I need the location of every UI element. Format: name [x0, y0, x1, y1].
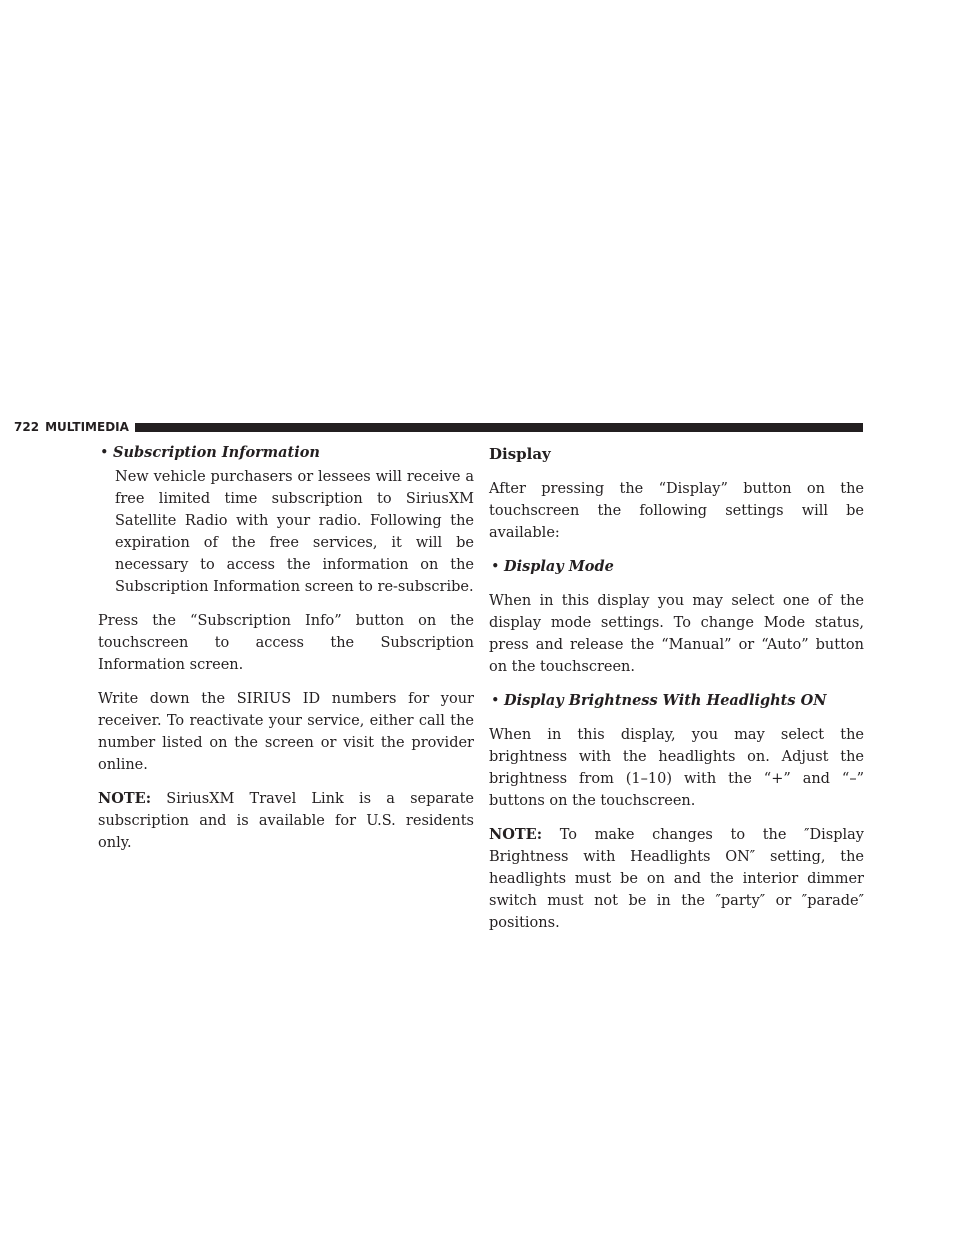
bullet-title: Subscription Information — [113, 444, 320, 461]
paragraph: Write down the SIRIUS ID numbers for your receiver. To reactivate your service, either call the number listed on the screen or visit the provider online. — [98, 691, 474, 773]
note-label: NOTE: — [489, 826, 543, 843]
paragraph: When in this display you may select one of the display mode settings. To change Mode status, press and release the “Manual” or “Auto” button on the touchscreen. — [489, 593, 864, 675]
bullet-item — [489, 556, 864, 578]
note-text: SiriusXM Travel Link is a separate subscription and is available for U.S. residents only. — [98, 791, 474, 851]
note — [489, 824, 864, 934]
bullet-item — [98, 442, 474, 464]
section-title: MULTIMEDIA — [45, 420, 129, 434]
note-label: NOTE: — [98, 790, 152, 807]
note — [98, 788, 474, 854]
paragraph: When in this display, you may select the brightness with the headlights on. Adjust the brightness from (1–10) with the “+” and “–” buttons on the touchscreen. — [489, 727, 864, 809]
left-column — [98, 442, 474, 866]
paragraph: After pressing the “Display” button on the touchscreen the following settings will be available: — [489, 481, 864, 541]
bullet-title: Display Brightness With Headlights ON — [504, 692, 827, 709]
bullet-title: Display Mode — [504, 558, 614, 575]
bullet-item — [489, 690, 864, 712]
bullet-body: New vehicle purchasers or lessees will receive a free limited time subscription to SiriusXM Satellite Radio with your radio. Following the expiration of the free services, it will be necessary to access the information on the Subscription Information screen to re-subscribe. — [115, 469, 474, 595]
note-text: To make changes to the ″Display Brightness with Headlights ON″ setting, the headlights must be on and the interior dimmer switch must not be in the ″party″ or ″parade″ positions. — [489, 827, 864, 931]
bullet-icon: • — [491, 693, 500, 709]
bullet-icon: • — [100, 445, 109, 461]
paragraph: Press the “Subscription Info” button on the touchscreen to access the Subscription Information screen. — [98, 613, 474, 673]
page-header — [14, 420, 863, 434]
right-column — [489, 442, 864, 946]
page-number: 722 — [14, 420, 40, 434]
bullet-icon: • — [491, 559, 500, 575]
section-heading: Display — [489, 445, 551, 463]
header-rule — [135, 423, 863, 432]
